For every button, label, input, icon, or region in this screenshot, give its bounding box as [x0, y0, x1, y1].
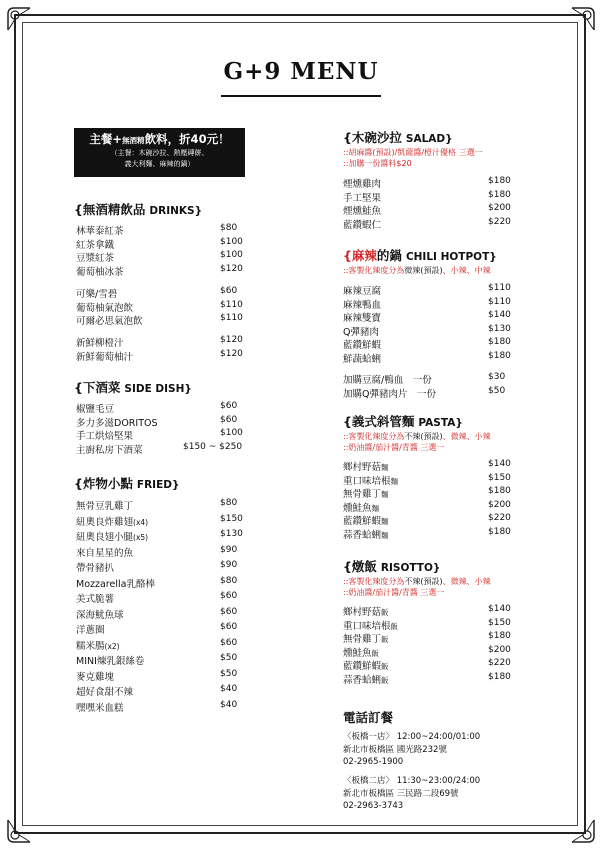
menu-item-price: $110 [220, 313, 243, 324]
section-heading-salad [343, 128, 453, 146]
menu-item-price: $150 [488, 472, 511, 483]
menu-item-price: $40 [220, 699, 238, 710]
menu-item-price: $140 [488, 310, 511, 321]
menu-item-price: $40 [220, 684, 238, 694]
item-name-text: 鄉村野菇 [343, 462, 382, 473]
menu-item-price: $80 [220, 498, 238, 508]
heading-zh: {無酒精飲品 [74, 202, 146, 217]
menu-item-price: $120 [220, 263, 243, 274]
menu-item-price: $180 [488, 337, 511, 348]
item-name-text: 無骨豆乳雞丁 [76, 501, 134, 512]
note-text: 、微辣、小辣 [442, 432, 491, 441]
menu-item-name [343, 310, 381, 324]
store-2-name: 〈板橋二店〉 [343, 776, 395, 786]
menu-item-name [76, 607, 124, 621]
menu-item-name [343, 337, 381, 351]
menu-item-name [76, 401, 114, 415]
menu-item-name [343, 324, 379, 338]
item-name-text: 燻鮭魚 [343, 647, 372, 659]
pasta-note-1 [343, 431, 491, 442]
item-name-text: 藍鑽鮮蝦 [343, 661, 382, 673]
item-name-text: 鮮蔬蛤蜊 [343, 354, 382, 365]
menu-item-name [76, 684, 133, 698]
heading-zh: {義式斜管麵 [343, 414, 415, 429]
menu-item-price: $50 [488, 385, 506, 396]
item-suffix: 麵 [381, 490, 389, 500]
item-name-text: 葡萄柚氣泡飲 [76, 302, 134, 314]
item-suffix: 飯 [371, 648, 380, 658]
item-name-text: 重口味培根 [343, 620, 391, 632]
item-name-text: 嘿嘿米血糕 [76, 702, 124, 714]
heading-en: FRIED} [136, 479, 180, 491]
menu-item-name [343, 672, 389, 686]
item-name-text: 紐奧良炸雞翅 [76, 516, 134, 528]
menu-item-price: $150 ~ $250 [183, 441, 243, 452]
section-heading-fried [74, 474, 179, 492]
menu-item-name [76, 591, 114, 605]
menu-item-price: $90 [220, 560, 238, 570]
item-name-text: 深海魷魚球 [76, 609, 124, 621]
menu-item-name [76, 498, 133, 512]
promo-text: 主餐+ [89, 132, 123, 146]
menu-item-price: $60 [220, 637, 238, 648]
menu-item-name [343, 527, 389, 541]
promo-line-2: （主餐：木碗沙拉、熱壓磚餅、 [110, 149, 209, 157]
note-text: 、微辣、小辣 [442, 577, 491, 586]
store-1-phone: 02-2965-1900 [343, 757, 404, 767]
section-heading-drinks [74, 200, 202, 218]
risotto-note-1 [343, 576, 491, 587]
menu-item-price: $180 [488, 631, 511, 642]
menu-item-price: $60 [220, 401, 238, 411]
salad-note-1 [343, 147, 483, 158]
menu-item-name [76, 250, 114, 264]
menu-item-name [76, 529, 148, 543]
menu-item-price: $50 [220, 653, 238, 663]
menu-item-name [76, 237, 114, 251]
menu-item-name [343, 604, 389, 618]
item-name-text: 麻辣豆腐 [343, 286, 382, 297]
menu-item-price: $180 [488, 527, 511, 537]
menu-item-price: $80 [220, 575, 238, 586]
menu-item-name [76, 335, 124, 349]
heading-zh-red: {麻辣 [343, 248, 377, 263]
menu-item-name [343, 618, 398, 632]
item-name-text: 無骨雞丁 [343, 489, 382, 501]
section-heading-pasta [343, 412, 463, 430]
menu-item-name [343, 513, 389, 527]
menu-title: G+9 MENU [223, 58, 379, 85]
menu-item-price: $60 [220, 622, 238, 632]
item-name-text: 新鮮葡萄柚汁 [76, 351, 134, 363]
item-name-text: 麥克雞塊 [76, 671, 115, 683]
store-2-address: 新北市板橋區 三民路二段69號 [343, 788, 459, 799]
promo-text: 無酒精 [122, 136, 145, 145]
item-name-text: 紐奧良翅小腿 [76, 532, 134, 543]
menu-item-price: $80 [220, 223, 238, 233]
menu-item-name [76, 514, 148, 528]
store-1-name: 〈板橋一店〉 [343, 732, 395, 742]
menu-item-name [76, 560, 114, 574]
item-name-text: 林華泰紅茶 [76, 226, 124, 237]
menu-item-price: $50 [220, 668, 238, 679]
menu-item-price: $150 [220, 513, 243, 524]
menu-item-name [76, 545, 133, 559]
note-text: 、小辣、中辣 [442, 266, 491, 275]
menu-item-name [76, 576, 155, 590]
menu-item-price: $140 [488, 459, 511, 469]
heading-en: SALAD} [405, 133, 453, 145]
item-name-text: Mozzarella乳酪棒 [76, 578, 155, 590]
menu-item-price: $200 [488, 644, 511, 655]
store-1-line [343, 731, 480, 744]
menu-item-price: $110 [488, 283, 511, 293]
menu-item-name [76, 415, 158, 429]
menu-item-price: $180 [488, 351, 511, 361]
item-suffix: (x4) [133, 517, 149, 527]
menu-item-name [343, 297, 381, 311]
corner-ornament-icon [6, 818, 32, 844]
item-name-text: 手工烘焙堅果 [76, 431, 134, 443]
item-suffix: 飯 [381, 608, 389, 617]
menu-item-price: $110 [488, 296, 511, 307]
menu-item-name [343, 645, 379, 659]
menu-item-price: $220 [488, 216, 511, 227]
item-name-text: 麻辣雙寶 [343, 313, 382, 325]
menu-item-name [343, 203, 381, 217]
menu-item-price: $180 [488, 672, 511, 682]
item-suffix: 飯 [381, 662, 389, 672]
heading-zh: {下酒菜 [74, 380, 121, 395]
promo-text: ，折40元！ [167, 132, 230, 146]
menu-item-price: $200 [488, 203, 511, 214]
heading-zh: {木碗沙拉 [343, 130, 402, 145]
note-text: 微辣(預設) [404, 266, 443, 275]
menu-item-price: $180 [488, 189, 511, 200]
store-2-line [343, 775, 480, 788]
item-suffix: 麵 [390, 476, 399, 486]
heading-zh: {燉飯 [343, 559, 377, 574]
item-name-text: MINI煉乳銀絲卷 [76, 656, 145, 667]
promo-box [74, 128, 245, 177]
menu-item-name [343, 351, 381, 365]
promo-line-3: 義大利麵、麻辣的鍋） [124, 160, 195, 168]
menu-item-price: $100 [220, 236, 243, 247]
item-name-text: 加購豆腐/鴨血 一份 [343, 375, 432, 386]
item-name-text: 主廚私房下酒菜 [76, 444, 143, 456]
heading-en: PASTA} [418, 417, 463, 429]
item-name-text: 椒鹽毛豆 [76, 404, 115, 415]
risotto-note-2 [343, 587, 444, 598]
menu-item-name [343, 386, 436, 400]
store-2-phone: 02-2963-3743 [343, 801, 404, 811]
item-suffix: 麵 [371, 503, 380, 513]
item-name-text: 手工堅果 [343, 192, 382, 204]
note-text: ::加購一份醬料$20 [343, 159, 412, 168]
menu-item-name [343, 459, 389, 473]
item-name-text: 新鮮柳橙汁 [76, 338, 124, 349]
item-name-text: 可樂/雪碧 [76, 289, 118, 300]
menu-item-name [76, 653, 144, 667]
menu-item-name [343, 176, 381, 190]
item-name-text: 燻鮭魚 [343, 502, 372, 514]
menu-item-price: $60 [220, 591, 238, 601]
menu-item-name [76, 223, 124, 237]
item-name-text: 蒜香蛤蜊 [343, 530, 382, 541]
item-name-text: 美式脆薯 [76, 594, 115, 605]
item-name-text: 煙燻鮭魚 [343, 206, 382, 218]
menu-item-price: $100 [220, 250, 243, 261]
menu-item-price: $130 [488, 323, 511, 334]
menu-item-price: $220 [488, 658, 511, 669]
note-text: ::胡麻醬(預設)/凱薩醬/橙汁優格 三選一 [343, 148, 483, 157]
menu-item-price: $120 [220, 335, 243, 345]
note-text: ::客製化辣度分為 [343, 432, 405, 441]
menu-item-name [343, 500, 379, 514]
pasta-note-2 [343, 442, 444, 453]
menu-item-name [76, 264, 124, 278]
item-name-text: 糯米腸 [76, 640, 105, 652]
heading-en: RISOTTO} [380, 562, 441, 574]
item-name-text: 蒜香蛤蜊 [343, 675, 382, 686]
item-name-text: 煙燻雞肉 [343, 179, 382, 190]
menu-item-price: $100 [220, 428, 243, 439]
section-heading-hotpot [343, 246, 497, 264]
menu-item-name [76, 700, 124, 714]
item-name-text: 來自星星的魚 [76, 547, 134, 559]
item-name-text: 可爾必思氣泡飲 [76, 316, 143, 328]
menu-item-price: $180 [488, 486, 511, 497]
corner-ornament-icon [570, 6, 596, 32]
menu-item-price: $110 [220, 299, 243, 310]
store-2-hours: 11:30~23:00/24:00 [396, 776, 481, 786]
item-suffix: 飯 [381, 676, 389, 685]
note-text: ::客製化辣度分為 [343, 577, 405, 586]
menu-item-price: $150 [488, 617, 511, 628]
note-text: ::客製化辣度分為 [343, 266, 405, 275]
menu-item-name [343, 190, 381, 204]
menu-item-price: $60 [220, 606, 238, 617]
corner-ornament-icon [570, 818, 596, 844]
store-1-address: 新北市板橋區 國光路232號 [343, 744, 447, 755]
salad-note-2 [343, 158, 412, 169]
menu-item-name [343, 217, 381, 231]
heading-en: DRINKS} [149, 205, 203, 217]
item-name-text: 紅茶拿鐵 [76, 239, 115, 251]
menu-item-price: $60 [220, 286, 238, 296]
menu-item-name [76, 286, 117, 300]
menu-item-price: $180 [488, 176, 511, 186]
store-1-info [343, 731, 480, 769]
menu-item-name [76, 428, 133, 442]
store-2-info [343, 775, 480, 813]
promo-text: 飲料 [144, 132, 168, 146]
menu-item-name [343, 283, 381, 297]
menu-item-price: $30 [488, 372, 506, 382]
note-text: ::奶油醬/茄汁醬/青醬 三選一 [343, 588, 445, 597]
menu-item-name [76, 349, 133, 363]
item-name-text: Q彈豬肉 [343, 326, 379, 338]
note-text: 不辣(預設) [404, 432, 443, 441]
title-underline [221, 95, 381, 97]
item-name-text: 藍鑽蝦仁 [343, 219, 382, 231]
item-suffix: 飯 [381, 635, 389, 645]
item-name-text: 豆漿紅茶 [76, 253, 115, 265]
contact-title: 電話訂餐 [343, 710, 394, 725]
menu-item-price: $140 [488, 604, 511, 614]
note-text: 不辣(預設) [404, 577, 443, 586]
item-suffix: 麵 [381, 463, 389, 472]
heading-zh: {炸物小點 [74, 476, 133, 491]
promo-line-1 [74, 132, 245, 148]
menu-item-name [76, 638, 120, 652]
menu-item-name [343, 486, 389, 500]
menu-item-name [343, 658, 389, 672]
menu-item-price: $220 [488, 513, 511, 524]
item-name-text: 藍鑽鮮蝦 [343, 340, 382, 352]
menu-item-name [76, 442, 143, 456]
item-suffix: (x5) [133, 533, 149, 542]
item-name-text: 藍鑽鮮蝦 [343, 516, 382, 528]
item-name-text: 重口味培根 [343, 475, 391, 487]
section-heading-risotto [343, 557, 440, 575]
item-name-text: 麻辣鴨血 [343, 299, 382, 311]
item-suffix: 麵 [381, 517, 389, 527]
note-text: ::奶油醬/茄汁醬/青醬 三選一 [343, 443, 445, 452]
menu-item-name [76, 622, 105, 636]
item-name-text: 葡萄柚冰茶 [76, 266, 124, 278]
corner-ornament-icon [6, 6, 32, 32]
item-name-text: 鄉村野菇 [343, 607, 382, 618]
menu-item-price: $60 [220, 414, 238, 425]
item-suffix: 飯 [390, 621, 399, 631]
heading-en: CHILI HOTPOT} [405, 251, 497, 263]
menu-item-name [343, 473, 398, 487]
hotpot-note [343, 265, 491, 276]
item-name-text: 洋蔥圈 [76, 625, 105, 636]
store-1-hours: 12:00~24:00/01:00 [396, 732, 481, 742]
menu-item-name [76, 669, 114, 683]
item-name-text: 無骨雞丁 [343, 634, 382, 646]
section-heading-side-dish [74, 378, 192, 396]
item-name-text: 多力多滋DORITOS [76, 417, 158, 429]
item-name-text: 超好食甜不辣 [76, 687, 134, 698]
item-suffix: 麵 [381, 531, 389, 540]
menu-item-price: $200 [488, 499, 511, 510]
menu-item-price: $90 [220, 544, 238, 555]
menu-item-name [76, 313, 143, 327]
item-suffix: (x2) [104, 641, 120, 651]
heading-en: SIDE DISH} [124, 383, 192, 395]
menu-item-price: $120 [220, 348, 243, 359]
heading-zh: 的鍋 [376, 248, 402, 263]
item-name-text: 帶骨豬扒 [76, 563, 115, 574]
menu-item-name [343, 631, 389, 645]
menu-item-name [76, 300, 133, 314]
menu-item-name [343, 372, 432, 386]
item-name-text: 加購Q彈豬肉片 一份 [343, 388, 436, 400]
menu-item-price: $130 [220, 529, 243, 539]
